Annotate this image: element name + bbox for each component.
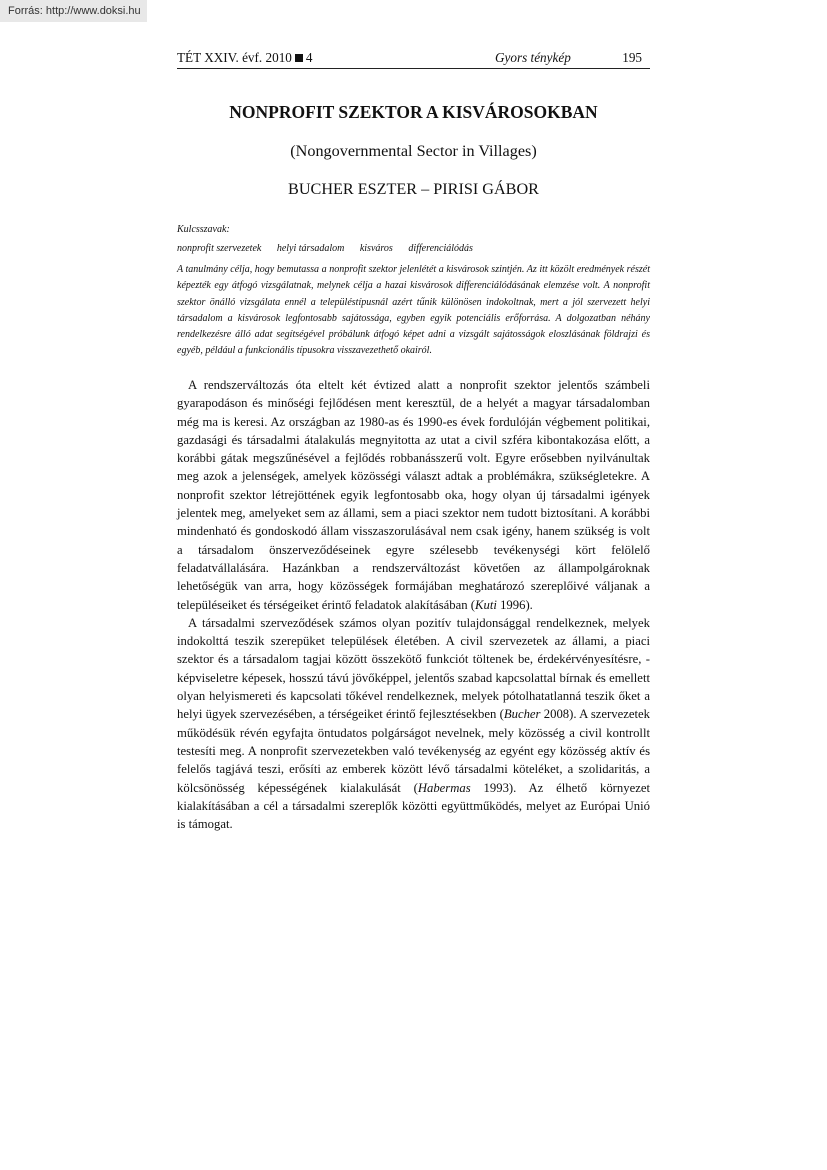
- citation-author: Bucher: [503, 707, 541, 722]
- keyword: helyi társadalom: [276, 243, 345, 254]
- issue-number: 4: [305, 50, 313, 65]
- citation-author: Habermas: [417, 780, 471, 795]
- section-name: Gyors ténykép: [495, 50, 571, 65]
- page-number: 195: [622, 50, 642, 65]
- paragraph-text: A társadalmi szerveződések számos olyan pozitív tulajdonsággal rendelkeznek, melyek indokolttá teszik szerepüket települések életében. A civil szervezetek az állami, a piaci szektor és a társadalom tagjai között összekötő funkciót töltenek be, érdekérvényesítésre, -képviseletre képesek, hosszú távú jövőképpel, jelentős szabad kapcsolattal bírnak és emellett olyan helyismereti és kapcsolati tőkével rendelkeznek, melyek pótolhatatlanná teszik őket a helyi ügyek szervezésében, a térségeiket érintő fejlesztésekben (: [177, 615, 650, 722]
- source-tag: Forrás: http://www.doksi.hu: [0, 0, 147, 22]
- paragraph-text: A rendszerváltozás óta eltelt két évtized alatt a nonprofit szektor jelentős számbeli gyarapodáson és minőségi fejlődésen ment keresztül, de a helyét a magyar társadalomban még ma is keresi. Az országban az 1980-as és 1990-es évek fordulóján végbement politikai, gazdasági és társadalmi átalakulás megnyitotta az utat a civil szféra kibontakozása előtt, a korábbi gátak megszűnésével a fejlődés robbanásszerű volt. Egyre erősebben nyilvánultak meg azok a jelenségek, amelyek közösségi választ adtak a problémákra, szükségletekre. A nonprofit szektor létrejöttének egyik legfontosabb oka, hogy olyan új társadalmi igények jelentek meg, amelyeket sem az állami, sem a piaci szektor nem tudott biztosítani. A korábbi mindenható és gondoskodó állam visszaszorulásával nem csak igény, hanem szükség is volt a társadalom önszerveződéseinek egyre szélesebb tevékenységi kört felölelő feladatvállalására. Hazánkban a rendszerváltozást követően az állampolgároknak lehetőségük van arra, hogy közösségek formájában meghatározó szereplőivé váljanak a településeiket és térségeiket érintő feladatok alakításában (: [177, 378, 650, 612]
- journal-name: TÉT XXIV. évf. 2010: [177, 50, 292, 65]
- square-separator-icon: [295, 54, 303, 62]
- abstract: A tanulmány célja, hogy bemutassa a nonprofit szektor jelenlétét a kisvárosok szintjén. Az itt közölt eredmények részét képezték egy átfogó vizsgálatnak, melynek célja a hazai kisvárosok differenciálódásának elemzése volt. A nonprofit szektor önálló vizsgálata ennél a településtípusnál azért tűnik különösen indokoltnak, mert a jól szervezett helyi társadalom a kisvárosok legfontosabb sajátossága, egyben egyik potenciális erőforrása. A dolgozatban néhány rendelkezésre álló adat segítségével próbálunk átfogó képet adni a vizsgált sajátosságok eloszlásának földrajzi és egyéb, például a funkcionális típusokra visszavezethető okairól.: [177, 264, 650, 357]
- paragraph-text: 2008). A szervezetek működésük révén egyfajta öntudatos polgárságot nevelnek, mely közösség a civil kontrollt testesíti meg. A nonprofit szervezetekben való tevékenység az egyént egy közösség aktív és felelős tagjává teszi, erősíti az emberek között lévő társadalmi köteléket, a szolidaritás, a kölcsönösség képességének kialakulását (: [177, 707, 650, 795]
- body-paragraph: [177, 614, 650, 834]
- paragraph-text: 1993). Az élhető környezet kialakításában a cél a társadalmi szereplők közötti együttműködés, melyet az Európai Unió is támogat.: [177, 780, 651, 832]
- keyword: differenciálódás: [408, 243, 473, 254]
- body-paragraph: [177, 376, 650, 614]
- paragraph-text: 1996).: [496, 597, 533, 612]
- keywords-list: [177, 242, 486, 255]
- article-subtitle: (Nongovernmental Sector in Villages): [290, 142, 537, 160]
- journal-info: [177, 50, 312, 66]
- citation-author: Kuti: [475, 597, 497, 612]
- keyword: nonprofit szervezetek: [177, 243, 262, 254]
- article-title: NONPROFIT SZEKTOR A KISVÁROSOKBAN: [229, 102, 598, 122]
- running-head: [177, 50, 650, 69]
- keyword: kisváros: [359, 243, 393, 254]
- body-text: [177, 376, 650, 833]
- article-authors: BUCHER ESZTER – PIRISI GÁBOR: [288, 180, 539, 198]
- keywords-label: Kulcsszavak:: [177, 224, 230, 235]
